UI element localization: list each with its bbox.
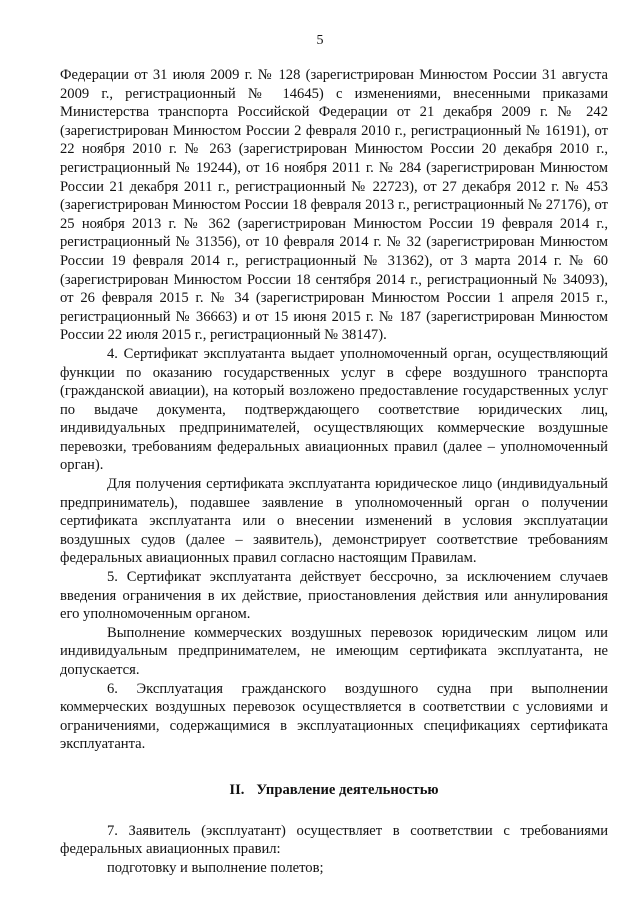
page-number: 5: [316, 33, 324, 48]
p-item-5: 5. Сертификат эксплуатанта действует бессрочно, за исключением случаев введения ограничения в их действие, приостановления действия или аннулирования его уполномоченным органом.: [60, 569, 608, 623]
p-item-7-a: подготовку и выполнение полетов;: [107, 859, 324, 876]
p-item-5-cont: Выполнение коммерческих воздушных перевозок юридическим лицом или индивидуальным предпринимателем, не имеющим сертификата эксплуатанта, не допускается.: [60, 624, 608, 678]
p-item-6: 6. Эксплуатация гражданского воздушного судна при выполнении коммерческих воздушных перевозок осуществляется в соответствии с условиями и ограничениями, содержащимися в эксплуатационных спецификациях сертификата эксплуатанта.: [60, 680, 608, 753]
paragraphs-before: [60, 66, 608, 754]
section-title: Управление деятельностью: [256, 781, 439, 798]
section-heading: [60, 781, 608, 800]
p-item-4: 4. Сертификат эксплуатанта выдает уполномоченный орган, осуществляющий функции по оказанию государственных услуг в сфере воздушного транспорта (гражданской авиации), на который возложено предоставление государственных услуг по выдаче документа, подтверждающего соответствие юридических лиц, индивидуальных предпринимателей, осуществляющих коммерческие воздушные перевозки, требованиям федеральных авиационных правил (далее – уполномоченный орган).: [60, 345, 608, 474]
section-number: II.: [229, 781, 245, 798]
paragraphs-after: [60, 822, 608, 878]
p-continuation: Федерации от 31 июля 2009 г. № 128 (зарегистрирован Минюстом России 31 августа 2009 г., регистрационный № 14645) с изменениями, внесенными приказами Министерства транспорта Российской Федерации от 21 декабря 2009 г. № 242 (зарегистрирован Минюстом России 2 февраля 2010 г., регистрационный № 16191), от 22 ноября 2010 г. № 263 (зарегистрирован Минюстом России 20 декабря 2010 г., регистрационный № 19244), от 16 ноября 2011 г. № 284 (зарегистрирован Минюстом России 21 декабря 2011 г., регистрационный № 22723), от 27 декабря 2012 г. № 453 (зарегистрирован Минюстом России 18 февраля 2013 г., регистрационный № 27176), от 25 ноября 2013 г. № 362 (зарегистрирован Минюстом России 19 февраля 2014 г., регистрационный № 31356), от 10 февраля 2014 г. № 32 (зарегистрирован Минюстом России 19 февраля 2014 г., регистрационный № 31362), от 3 марта 2014 г. № 60 (зарегистрирован Минюстом России 18 сентября 2014 г., регистрационный № 34093), от 26 февраля 2015 г. № 34 (зарегистрирован Минюстом России 1 апреля 2015 г., регистрационный № 36663) и от 15 июня 2015 г. № 187 (зарегистрирован Минюстом России 22 июля 2015 г., регистрационный № 38147).: [60, 67, 608, 344]
document-body: [60, 66, 608, 877]
p-item-4-cont: Для получения сертификата эксплуатанта юридическое лицо (индивидуальный предприниматель), подавшее заявление в уполномоченный орган о получении сертификата эксплуатанта или о внесении изменений в условия эксплуатации воздушных судов (далее – заявитель), демонстрирует соответствие требованиям федеральных авиационных правил согласно настоящим Правилам.: [60, 476, 608, 567]
p-item-7: 7. Заявитель (эксплуатант) осуществляет в соответствии с требованиями федеральных авиационных правил:: [60, 822, 608, 858]
